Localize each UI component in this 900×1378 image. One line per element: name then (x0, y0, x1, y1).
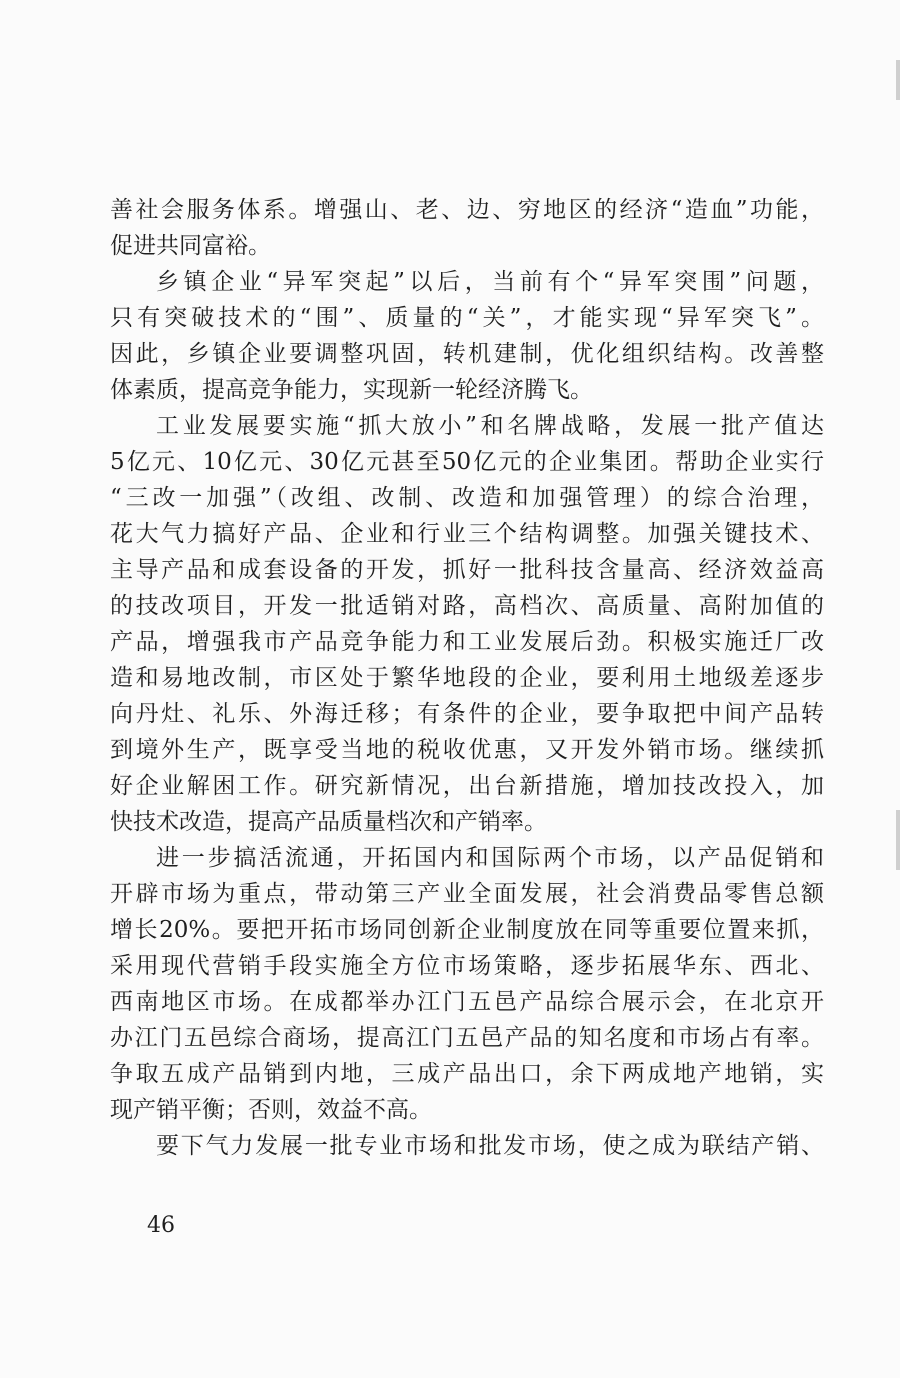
text-line: 到境外生产，既享受当地的税收优惠，又开发外销市场。继续抓 (110, 737, 824, 763)
text-line: 5亿元、10亿元、30亿元甚至50亿元的企业集团。帮助企业实行 (110, 449, 824, 475)
text-line: 工业发展要实施“抓大放小”和名牌战略，发展一批产值达 (156, 413, 824, 439)
text-line: 要下气力发展一批专业市场和批发市场，使之成为联结产销、 (156, 1133, 824, 1159)
text-line: 造和易地改制，市区处于繁华地段的企业，要利用土地级差逐步 (110, 665, 824, 691)
page-number: 46 (147, 1213, 175, 1238)
text-line: 只有突破技术的“围”、质量的“关”，才能实现“异军突飞”。 (110, 305, 824, 331)
text-line: 争取五成产品销到内地，三成产品出口，余下两成地产地销，实 (110, 1061, 824, 1087)
text-line: 促进共同富裕。 (110, 233, 271, 259)
text-line: 采用现代营销手段实施全方位市场策略，逐步拓展华东、西北、 (110, 953, 824, 979)
text-line: 进一步搞活流通，开拓国内和国际两个市场，以产品促销和 (156, 845, 824, 871)
text-line: 体素质，提高竞争能力，实现新一轮经济腾飞。 (110, 377, 593, 403)
body-text (110, 192, 824, 1164)
text-line: 主导产品和成套设备的开发，抓好一批科技含量高、经济效益高 (110, 557, 824, 583)
text-line: 现产销平衡；否则，效益不高。 (110, 1097, 432, 1123)
text-line: 乡镇企业“异军突起”以后，当前有个“异军突围”问题， (156, 269, 824, 295)
text-line: 向丹灶、礼乐、外海迁移；有条件的企业，要争取把中间产品转 (110, 701, 824, 727)
text-line: 好企业解困工作。研究新情况，出台新措施，增加技改投入，加 (110, 773, 824, 799)
text-line: 因此，乡镇企业要调整巩固，转机建制，优化组织结构。改善整 (110, 341, 824, 367)
text-line: “三改一加强”（改组、改制、改造和加强管理）的综合治理， (110, 485, 824, 511)
text-line: 开辟市场为重点，带动第三产业全面发展，社会消费品零售总额 (110, 881, 824, 907)
page-edge-shadow (896, 810, 900, 870)
text-line: 的技改项目，开发一批适销对路，高档次、高质量、高附加值的 (110, 593, 824, 619)
text-line: 花大气力搞好产品、企业和行业三个结构调整。加强关键技术、 (110, 521, 824, 547)
text-line: 善社会服务体系。增强山、老、边、穷地区的经济“造血”功能， (110, 197, 824, 223)
text-line: 产品，增强我市产品竞争能力和工业发展后劲。积极实施迁厂改 (110, 629, 824, 655)
text-line: 西南地区市场。在成都举办江门五邑产品综合展示会，在北京开 (110, 989, 824, 1015)
text-line: 增长20%。要把开拓市场同创新企业制度放在同等重要位置来抓， (110, 917, 824, 943)
page-edge-shadow (896, 60, 900, 100)
text-line: 办江门五邑综合商场，提高江门五邑产品的知名度和市场占有率。 (110, 1025, 824, 1051)
text-line: 快技术改造，提高产品质量档次和产销率。 (110, 809, 547, 835)
